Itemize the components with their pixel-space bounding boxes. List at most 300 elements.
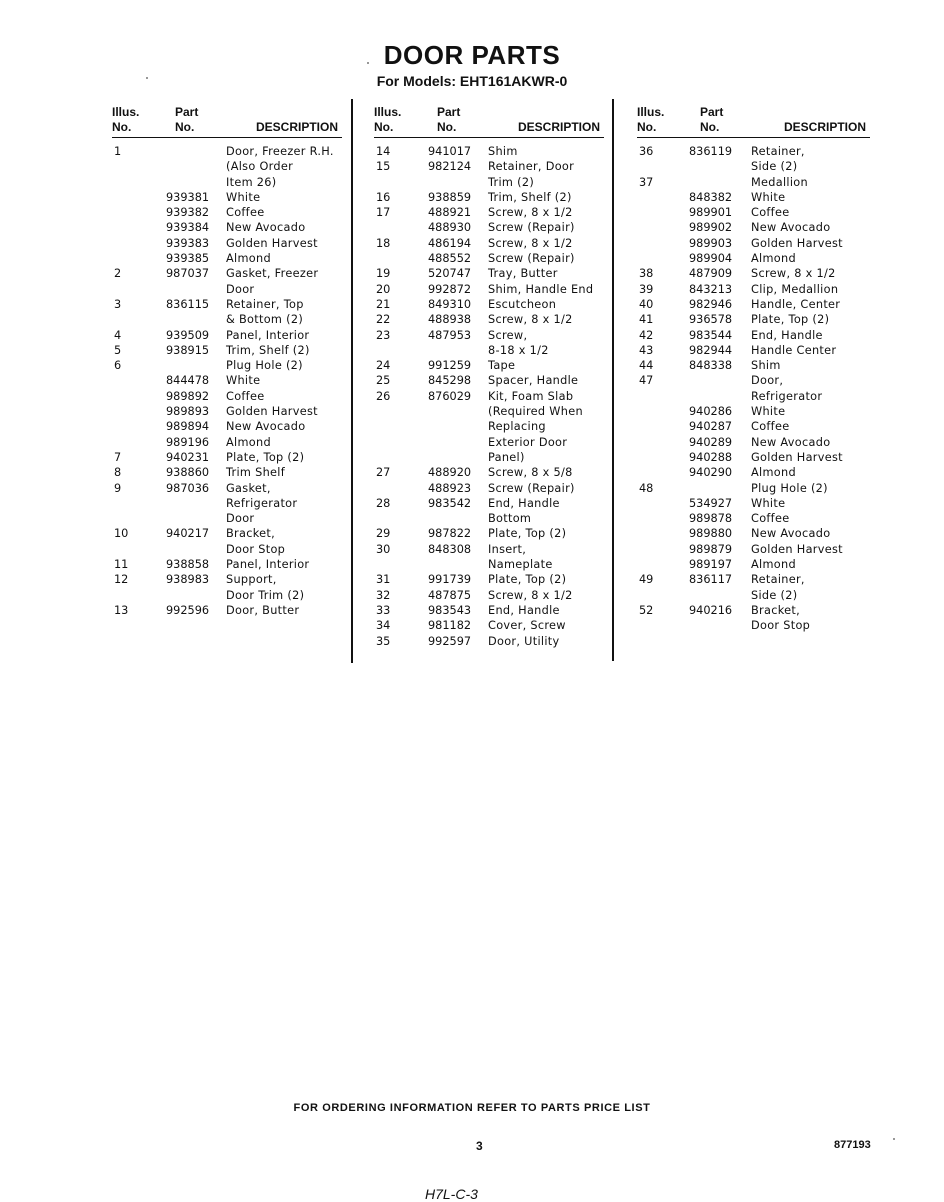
table-row [374, 144, 604, 159]
table-row [112, 220, 342, 235]
part-number: 843213 [689, 282, 733, 296]
part-number: 989901 [689, 206, 733, 220]
illus-number: 40 [639, 297, 654, 311]
part-description: Screw (Repair) [488, 481, 575, 495]
table-row [374, 159, 604, 190]
part-description: Screw, 8 x 1/2 [488, 588, 573, 602]
part-number: 938915 [166, 343, 210, 357]
table-row [637, 450, 870, 465]
column-divider [351, 99, 353, 663]
part-number: 938859 [428, 190, 472, 204]
table-row [374, 328, 604, 359]
illus-number: 29 [376, 527, 391, 541]
part-number: 983542 [428, 496, 472, 510]
header-illus-line2: No. [112, 120, 132, 134]
table-row [637, 557, 870, 572]
part-description: New Avocado [226, 221, 306, 235]
part-number: 940289 [689, 435, 733, 449]
table-row [374, 358, 604, 373]
part-description: Spacer, Handle [488, 374, 579, 388]
illus-number: 48 [639, 481, 654, 495]
table-row [112, 603, 342, 618]
header-illus-line2: No. [637, 120, 657, 134]
part-number: 991739 [428, 573, 472, 587]
illus-number: 44 [639, 359, 654, 373]
part-number: 992872 [428, 282, 472, 296]
table-row [374, 220, 604, 235]
table-row [637, 572, 870, 603]
part-description: New Avocado [751, 527, 831, 541]
part-description: Coffee [751, 420, 790, 434]
table-row [374, 526, 604, 541]
part-description: Clip, Medallion [751, 282, 839, 296]
illus-number: 13 [114, 603, 129, 617]
illus-number: 26 [376, 389, 391, 403]
part-number: 989902 [689, 221, 733, 235]
illus-number: 49 [639, 573, 654, 587]
part-number: 939381 [166, 190, 210, 204]
part-number: 488930 [428, 221, 472, 235]
header-description: DESCRIPTION [783, 120, 866, 134]
table-row [374, 312, 604, 327]
part-description: Screw, 8 x 1/2 [488, 313, 573, 327]
table-row [637, 404, 870, 419]
table-row [637, 526, 870, 541]
part-number: 848382 [689, 190, 733, 204]
part-number: 989879 [689, 542, 733, 556]
table-row [112, 557, 342, 572]
illus-number: 52 [639, 603, 654, 617]
part-description: Screw, 8 x 5/8 [488, 466, 573, 480]
part-description: White [226, 190, 261, 204]
part-description: Kit, Foam Slab (Required When Replacing Exterior Door Panel) [488, 389, 583, 464]
part-number: 845298 [428, 374, 472, 388]
table-row [637, 312, 870, 327]
parts-list [374, 144, 604, 649]
part-number: 940217 [166, 527, 210, 541]
illus-number: 41 [639, 313, 654, 327]
table-row [374, 389, 604, 465]
part-number: 989196 [166, 435, 210, 449]
part-number: 989880 [689, 527, 733, 541]
part-number: 940287 [689, 420, 733, 434]
part-description: New Avocado [751, 221, 831, 235]
part-number: 940216 [689, 603, 733, 617]
illus-number: 35 [376, 634, 391, 648]
part-number: 982946 [689, 297, 733, 311]
table-row [112, 266, 342, 297]
part-number: 939384 [166, 221, 210, 235]
part-number: 487875 [428, 588, 472, 602]
scan-speck [146, 77, 148, 79]
header-part-line1: Part [700, 105, 724, 119]
table-row [374, 190, 604, 205]
part-description: Plate, Top (2) [751, 313, 830, 327]
illus-number: 43 [639, 343, 654, 357]
table-row [112, 481, 342, 527]
table-header [637, 103, 870, 138]
part-number: 989893 [166, 405, 210, 419]
illus-number: 6 [114, 359, 122, 373]
table-row [112, 389, 342, 404]
part-description: Panel, Interior [226, 328, 310, 342]
table-row [637, 358, 870, 373]
table-row [374, 481, 604, 496]
part-description: Golden Harvest [751, 542, 843, 556]
parts-column-1 [112, 103, 342, 618]
part-description: Door, Refrigerator [751, 374, 823, 403]
table-row [374, 496, 604, 527]
table-row [637, 266, 870, 281]
part-number: 488552 [428, 252, 472, 266]
part-number: 836117 [689, 573, 733, 587]
table-row [374, 634, 604, 649]
part-number: 936578 [689, 313, 733, 327]
table-row [112, 328, 342, 343]
table-row [637, 205, 870, 220]
part-number: 989903 [689, 236, 733, 250]
table-row [112, 343, 342, 358]
illus-number: 31 [376, 573, 391, 587]
part-number: 982124 [428, 160, 472, 174]
page-number: 3 [476, 1139, 483, 1153]
part-number: 940288 [689, 450, 733, 464]
table-row [112, 435, 342, 450]
part-number: 987037 [166, 267, 210, 281]
part-number: 836119 [689, 145, 733, 158]
part-description: Retainer, Top & Bottom (2) [226, 297, 304, 327]
table-row [374, 373, 604, 388]
part-number: 983543 [428, 603, 472, 617]
header-part-line1: Part [437, 105, 461, 119]
part-number: 940231 [166, 450, 210, 464]
part-number: 487909 [689, 267, 733, 281]
illus-number: 7 [114, 450, 122, 464]
table-row [637, 251, 870, 266]
part-description: Coffee [226, 206, 265, 220]
part-description: Door, Freezer R.H. (Also Order Item 26) [226, 145, 334, 189]
part-description: Support, Door Trim (2) [226, 573, 305, 602]
table-row [637, 282, 870, 297]
table-header [112, 103, 342, 138]
table-row [374, 618, 604, 633]
part-description: Plate, Top (2) [488, 573, 567, 587]
table-row [374, 266, 604, 281]
table-row [112, 144, 342, 190]
part-number: 938858 [166, 558, 210, 572]
part-number: 488923 [428, 481, 472, 495]
part-number: 992597 [428, 634, 472, 648]
part-description: Golden Harvest [751, 236, 843, 250]
table-row [112, 526, 342, 557]
part-description: Shim [488, 145, 518, 158]
part-number: 987036 [166, 481, 210, 495]
scan-speck [893, 1138, 895, 1140]
table-row [374, 542, 604, 573]
illus-number: 47 [639, 374, 654, 388]
header-illus-no [374, 105, 401, 135]
scan-speck [367, 62, 369, 64]
document-number: 877193 [834, 1139, 871, 1151]
header-part-no [175, 105, 198, 135]
illus-number: 2 [114, 267, 122, 281]
table-row [374, 572, 604, 587]
header-illus-line1: Illus. [112, 105, 140, 119]
part-description: Almond [751, 252, 796, 266]
parts-list [112, 144, 342, 618]
illus-number: 15 [376, 160, 391, 174]
part-number: 989892 [166, 389, 210, 403]
table-row [637, 343, 870, 358]
part-description: Shim [751, 359, 781, 373]
table-header [374, 103, 604, 138]
part-description: End, Handle [488, 603, 560, 617]
part-description: End, Handle Bottom [488, 496, 560, 526]
illus-number: 10 [114, 527, 129, 541]
illus-number: 18 [376, 236, 391, 250]
illus-number: 20 [376, 282, 391, 296]
part-description: Screw, 8 x 1/2 [488, 236, 573, 250]
illus-number: 36 [639, 145, 654, 158]
table-row [374, 205, 604, 220]
illus-number: 22 [376, 313, 391, 327]
table-row [374, 588, 604, 603]
part-number: 981182 [428, 619, 472, 633]
part-number: 836115 [166, 297, 210, 311]
table-row [637, 297, 870, 312]
part-description: Golden Harvest [751, 450, 843, 464]
part-description: Bracket, Door Stop [226, 527, 286, 556]
part-number: 938983 [166, 573, 210, 587]
header-part-line2: No. [437, 120, 457, 134]
table-row [374, 465, 604, 480]
header-illus-no [637, 105, 664, 135]
part-description: Screw, 8 x 1/2 [751, 267, 836, 281]
part-description: Handle, Center [751, 297, 841, 311]
part-description: Screw, 8-18 x 1/2 [488, 328, 549, 357]
part-number: 844478 [166, 374, 210, 388]
part-description: Trim Shelf [226, 466, 286, 480]
table-row [112, 572, 342, 603]
part-number: 941017 [428, 145, 472, 158]
part-number: 487953 [428, 328, 472, 342]
part-description: Insert, Nameplate [488, 542, 553, 572]
part-description: Tape [488, 359, 516, 373]
part-description: Plug Hole (2) [226, 359, 303, 373]
models-subtitle: For Models: EHT161AKWR-0 [376, 73, 568, 89]
part-number: 940286 [689, 405, 733, 419]
table-row [637, 175, 870, 190]
table-row [112, 251, 342, 266]
part-description: Screw, 8 x 1/2 [488, 206, 573, 220]
part-description: Plate, Top (2) [488, 527, 567, 541]
column-divider [612, 99, 614, 661]
illus-number: 33 [376, 603, 391, 617]
table-row [112, 373, 342, 388]
illus-number: 16 [376, 190, 391, 204]
part-description: Coffee [226, 389, 265, 403]
part-description: Coffee [751, 512, 790, 526]
table-row [637, 435, 870, 450]
page-title: DOOR PARTS [383, 40, 561, 70]
part-description: Door, Butter [226, 603, 300, 617]
table-row [637, 236, 870, 251]
illus-number: 14 [376, 145, 391, 158]
part-description: Handle Center [751, 343, 837, 357]
part-number: 488921 [428, 206, 472, 220]
part-description: Retainer, Door Trim (2) [488, 160, 575, 189]
part-number: 876029 [428, 389, 472, 403]
part-description: Plate, Top (2) [226, 450, 305, 464]
header-part-line2: No. [700, 120, 720, 134]
illus-number: 17 [376, 206, 391, 220]
part-description: Cover, Screw [488, 619, 566, 633]
part-number: 987822 [428, 527, 472, 541]
parts-column-3 [637, 103, 870, 634]
illus-number: 19 [376, 267, 391, 281]
parts-column-2 [374, 103, 604, 649]
part-description: Trim, Shelf (2) [488, 190, 572, 204]
handwritten-annotation: H7L-C-3 [425, 1186, 478, 1202]
part-number: 849310 [428, 297, 472, 311]
table-row [112, 190, 342, 205]
part-number: 520747 [428, 267, 472, 281]
part-description: Gasket, Refrigerator Door [226, 481, 298, 526]
table-row [112, 358, 342, 373]
part-description: Screw (Repair) [488, 252, 575, 266]
illus-number: 24 [376, 359, 391, 373]
part-number: 989878 [689, 512, 733, 526]
table-row [112, 236, 342, 251]
illus-number: 1 [114, 145, 122, 158]
part-description: White [226, 374, 261, 388]
illus-number: 12 [114, 573, 129, 587]
illus-number: 42 [639, 328, 654, 342]
illus-number: 34 [376, 619, 391, 633]
part-description: New Avocado [751, 435, 831, 449]
header-part-line1: Part [175, 105, 199, 119]
part-description: Plug Hole (2) [751, 481, 828, 495]
part-description: Shim, Handle End [488, 282, 594, 296]
table-row [112, 465, 342, 480]
illus-number: 23 [376, 328, 391, 342]
part-number: 991259 [428, 359, 472, 373]
part-description: Escutcheon [488, 297, 557, 311]
part-number: 486194 [428, 236, 472, 250]
illus-number: 28 [376, 496, 391, 510]
illus-number: 3 [114, 297, 122, 311]
header-illus-line1: Illus. [374, 105, 402, 119]
table-row [374, 297, 604, 312]
part-number: 940290 [689, 466, 733, 480]
part-description: Trim, Shelf (2) [226, 343, 310, 357]
illus-number: 9 [114, 481, 122, 495]
part-description: Medallion [751, 175, 808, 189]
part-number: 989904 [689, 252, 733, 266]
part-description: Retainer, Side (2) [751, 145, 805, 174]
table-row [374, 251, 604, 266]
part-number: 982944 [689, 343, 733, 357]
part-number: 848308 [428, 542, 472, 556]
table-row [637, 481, 870, 496]
header-illus-line2: No. [374, 120, 394, 134]
part-number: 939382 [166, 206, 210, 220]
illus-number: 39 [639, 282, 654, 296]
table-row [637, 373, 870, 404]
table-row [112, 450, 342, 465]
illus-number: 4 [114, 328, 122, 342]
table-row [112, 404, 342, 419]
part-description: Retainer, Side (2) [751, 573, 805, 602]
header-description: DESCRIPTION [517, 120, 600, 134]
table-row [637, 542, 870, 557]
table-row [112, 297, 342, 328]
illus-number: 25 [376, 374, 391, 388]
part-description: End, Handle [751, 328, 823, 342]
part-description: New Avocado [226, 420, 306, 434]
table-row [112, 205, 342, 220]
part-number: 534927 [689, 496, 733, 510]
part-description: Bracket, Door Stop [751, 603, 811, 633]
table-row [637, 511, 870, 526]
illus-number: 27 [376, 466, 391, 480]
part-number: 488920 [428, 466, 472, 480]
part-number: 983544 [689, 328, 733, 342]
part-description: Almond [751, 558, 796, 572]
header-description: DESCRIPTION [255, 120, 338, 134]
illus-number: 32 [376, 588, 391, 602]
part-description: Almond [751, 466, 796, 480]
header-part-line2: No. [175, 120, 195, 134]
table-row [637, 603, 870, 634]
table-row [374, 603, 604, 618]
table-row [112, 419, 342, 434]
table-row [637, 144, 870, 175]
part-number: 939383 [166, 236, 210, 250]
illus-number: 37 [639, 175, 654, 189]
part-description: White [751, 190, 786, 204]
illus-number: 11 [114, 558, 129, 572]
illus-number: 5 [114, 343, 122, 357]
ordering-note: FOR ORDERING INFORMATION REFER TO PARTS PRICE LIST [293, 1102, 651, 1114]
part-description: Golden Harvest [226, 405, 318, 419]
table-row [637, 190, 870, 205]
table-row [637, 220, 870, 235]
part-description: Tray, Butter [488, 267, 558, 281]
part-description: Screw (Repair) [488, 221, 575, 235]
table-row [374, 236, 604, 251]
part-number: 992596 [166, 603, 210, 617]
part-description: White [751, 496, 786, 510]
part-number: 989894 [166, 420, 210, 434]
part-description: Almond [226, 435, 271, 449]
part-number: 488938 [428, 313, 472, 327]
part-description: Coffee [751, 206, 790, 220]
parts-list [637, 144, 870, 634]
header-part-no [700, 105, 723, 135]
part-description: White [751, 405, 786, 419]
illus-number: 8 [114, 466, 122, 480]
part-description: Door, Utility [488, 634, 560, 648]
table-row [637, 496, 870, 511]
part-number: 989197 [689, 558, 733, 572]
part-description: Panel, Interior [226, 558, 310, 572]
illus-number: 30 [376, 542, 391, 556]
part-number: 939385 [166, 252, 210, 266]
header-illus-no [112, 105, 139, 135]
part-description: Golden Harvest [226, 236, 318, 250]
illus-number: 38 [639, 267, 654, 281]
